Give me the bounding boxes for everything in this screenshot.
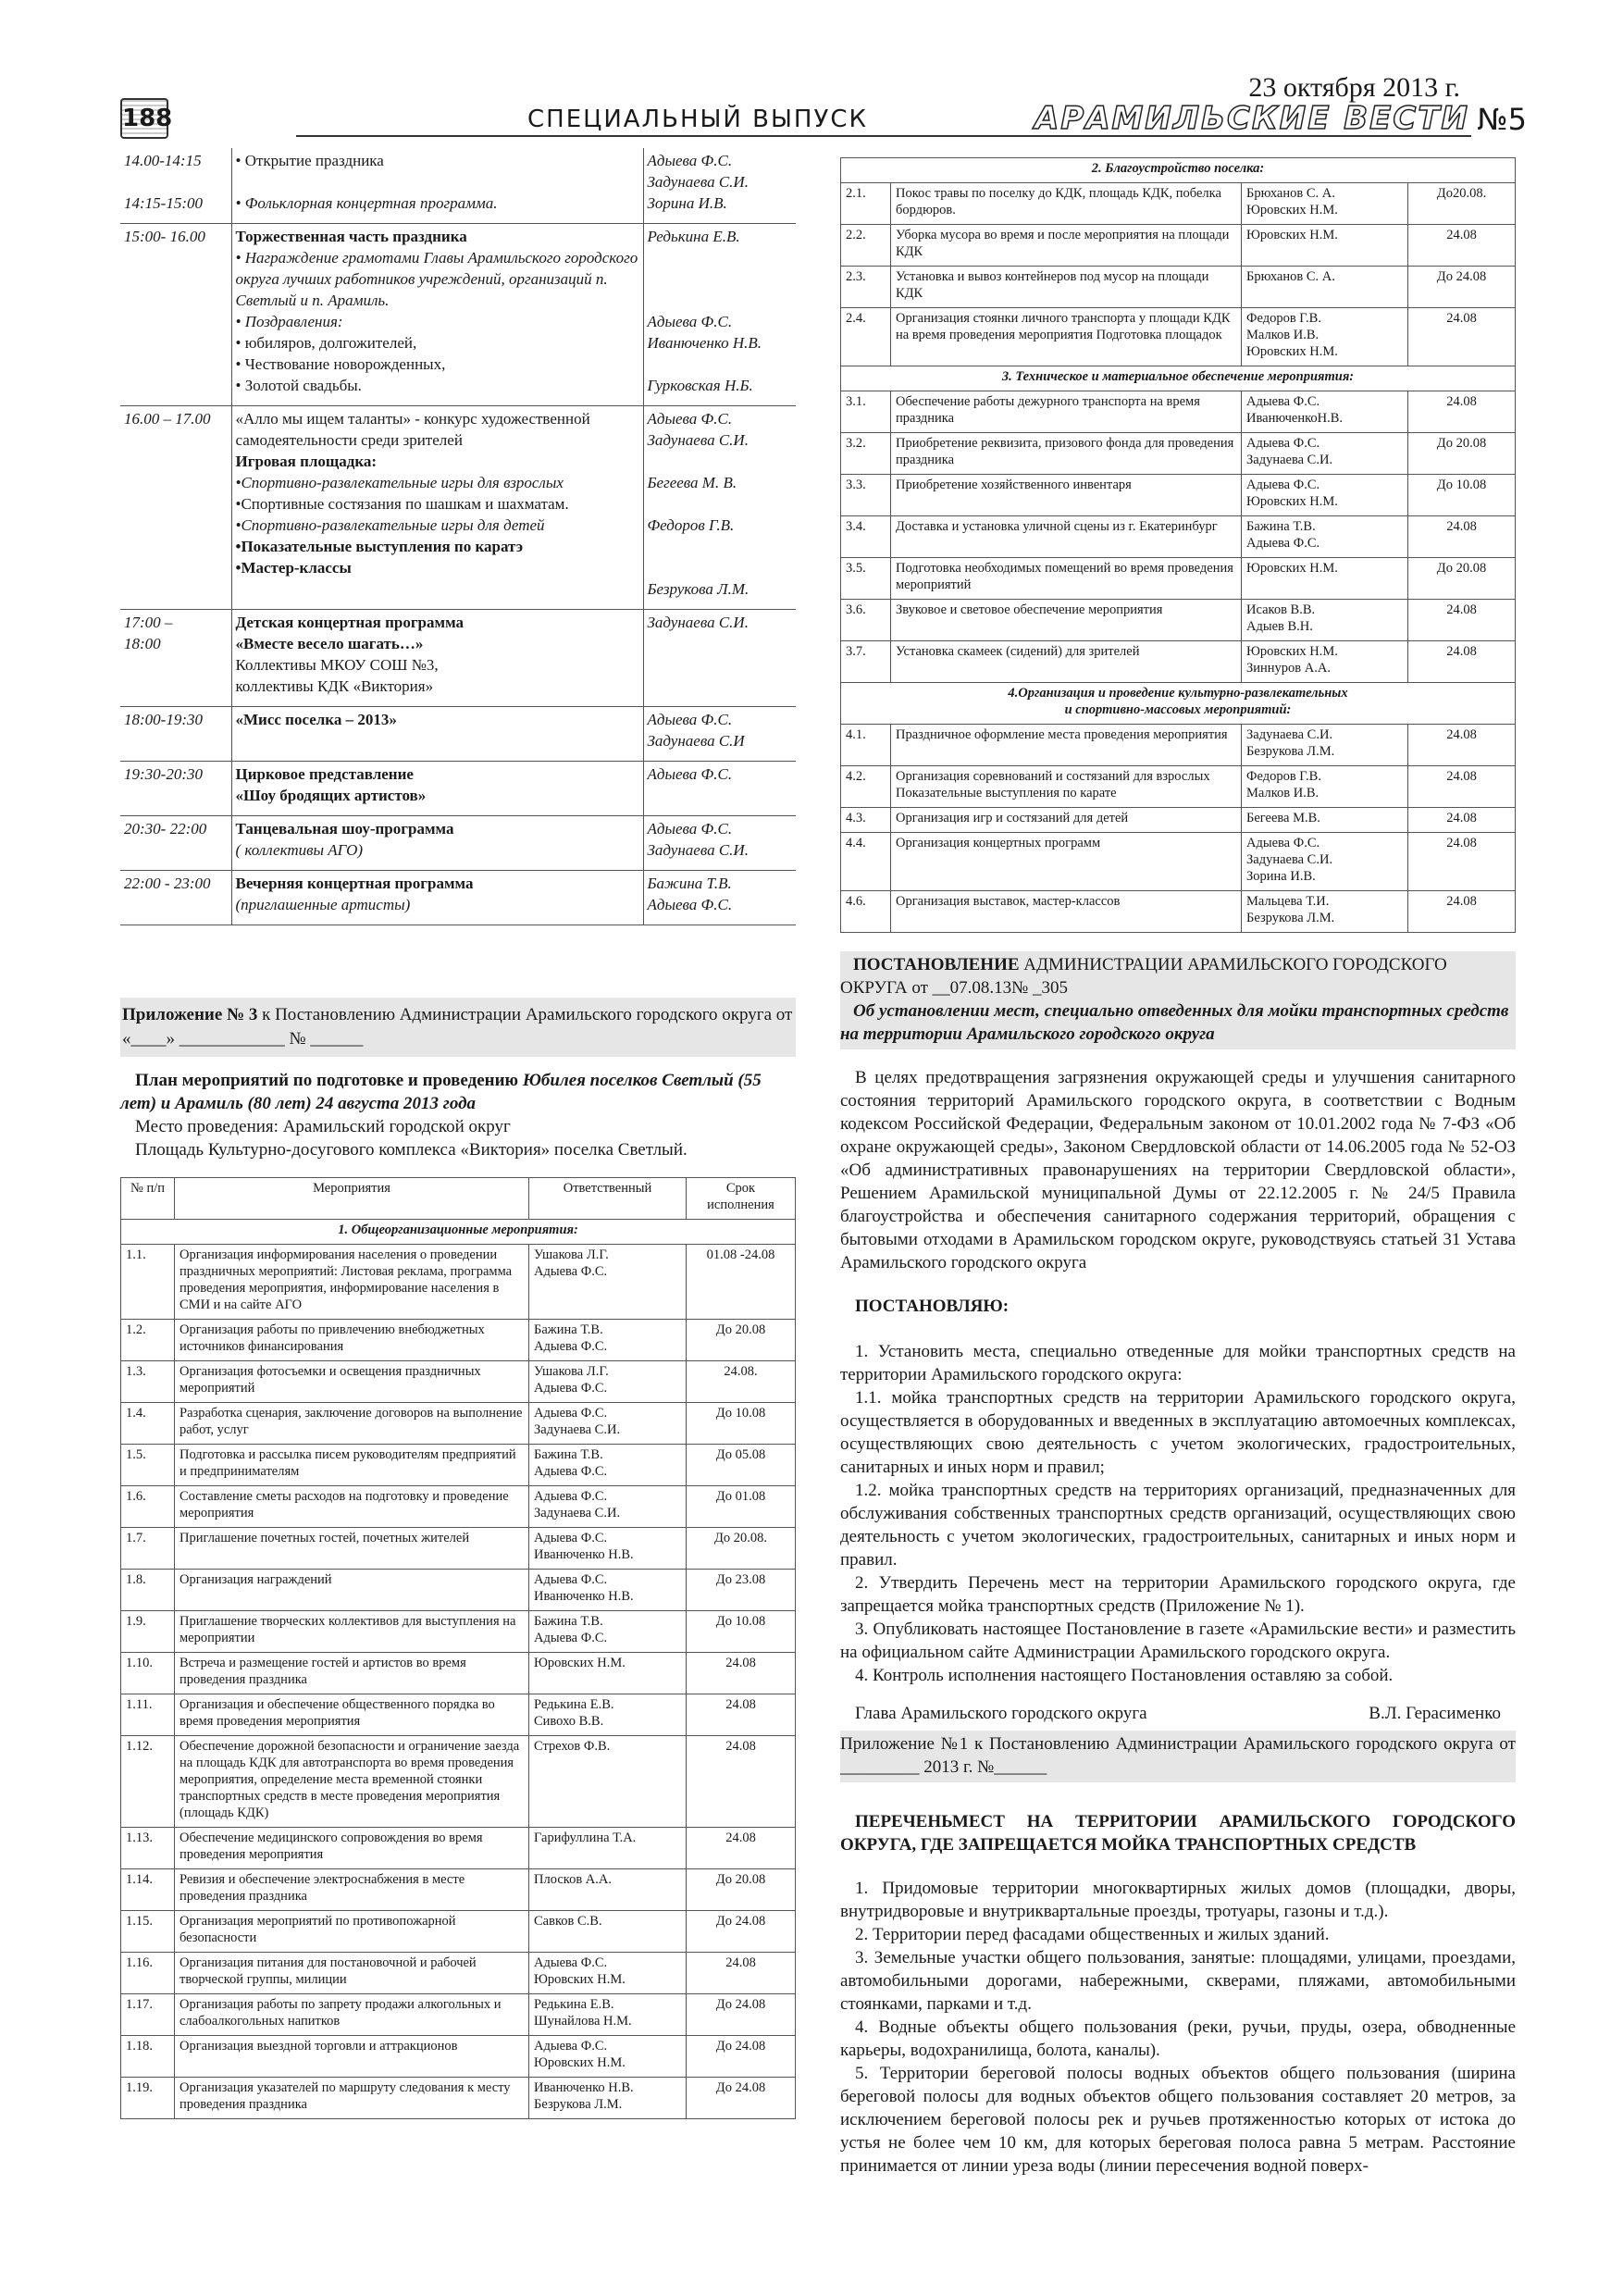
decree-word: ПОСТАНОВЛЯЮ:: [855, 1297, 1010, 1316]
schedule-responsible: Адыева Ф.С. Задунаева С.И: [643, 707, 796, 762]
activity-line: •Спортивно-развлекательные игры для детей: [235, 516, 545, 534]
table-row: [121, 1320, 796, 1361]
row-deadline: 24.08: [1408, 891, 1516, 933]
activity-line: ( коллективы АГО): [235, 841, 364, 859]
activity-line: • Награждение грамотами Главы Арамильского городского округа лучших работников учреждений, организаций п. Светлый и п. Арамиль.: [235, 249, 638, 309]
row-responsible: Адыева Ф.С. Юровских Н.М.: [529, 2036, 687, 2078]
plan-area: Площадь Культурно-досугового комплекса «Виктория» поселка Светлый.: [135, 1140, 688, 1160]
table-row: [121, 1653, 796, 1694]
table-row: [121, 1911, 796, 1953]
row-number: 2.1.: [841, 183, 891, 225]
row-event: Организация работы по привлечению внебюджетных источников финансирования: [175, 1320, 529, 1361]
row-deadline: До 01.08: [687, 1486, 796, 1528]
decree-body: [840, 1066, 1516, 2178]
row-responsible: Савков С.В.: [529, 1911, 687, 1953]
row-event: Разработка сценария, заключение договоров на выполнение работ, услуг: [175, 1403, 529, 1445]
row-deadline: 24.08: [1408, 641, 1516, 683]
row-responsible: Адыева Ф.С. Задунаева С.И.: [1242, 433, 1408, 475]
row-responsible: Плосков А.А.: [529, 1869, 687, 1911]
row-deadline: До 24.08: [687, 1994, 796, 2036]
row-event: Организация выставок, мастер-классов: [891, 891, 1242, 933]
activity-line: «Мисс поселка – 2013»: [235, 711, 397, 728]
section-title: 2. Благоустройство поселка:: [841, 158, 1516, 183]
row-event: Установка скамеек (сидений) для зрителей: [891, 641, 1242, 683]
schedule-activity: [231, 762, 643, 816]
row-event: Организация стоянки личного транспорта у площади КДК на время проведения мероприятия Подготовка площадок: [891, 308, 1242, 366]
row-event: Организация указателей по маршруту следования к месту проведения праздника: [175, 2078, 529, 2119]
schedule-row: [120, 871, 796, 925]
plan-title: План мероприятий по подготовке и проведению Юбилея поселков Светлый (55 лет) и Арамиль (80 лет) 24 августа 2013 года: [120, 1071, 762, 1113]
schedule-row: [120, 816, 796, 871]
table-row: [121, 1361, 796, 1403]
activity-line: • Открытие праздника: [235, 152, 384, 169]
row-deadline: 24.08: [687, 1694, 796, 1736]
row-deadline: До 24.08: [687, 2078, 796, 2119]
row-responsible: Адыева Ф.С. Иванюченко Н.В.: [529, 1528, 687, 1570]
table-row: [121, 1570, 796, 1611]
improvement-measures-table: [840, 157, 1516, 933]
row-number: 1.15.: [121, 1911, 175, 1953]
row-number: 3.1.: [841, 391, 891, 433]
row-number: 2.4.: [841, 308, 891, 366]
row-number: 2.3.: [841, 267, 891, 308]
row-responsible: Федоров Г.В. Малков И.В.: [1242, 766, 1408, 808]
row-deadline: 24.08: [1408, 308, 1516, 366]
table-row: [841, 183, 1516, 225]
row-event: Звуковое и световое обеспечение мероприятия: [891, 600, 1242, 641]
list-item: 1. Придомовые территории многоквартирных жилых домов (площадки, дворы, внутридворовые и внутриквартальные проезды, тротуары, газоны и т.д.).: [840, 1879, 1516, 1921]
row-deadline: До 23.08: [687, 1570, 796, 1611]
row-event: Приобретение реквизита, призового фонда для проведения праздника: [891, 433, 1242, 475]
row-deadline: До 05.08: [687, 1445, 796, 1486]
schedule-row: [120, 762, 796, 816]
col-deadline: Срок исполнения: [687, 1178, 796, 1220]
prohibited-places-list: [840, 1877, 1516, 2178]
schedule-responsible: Редькина Е.В. Адыева Ф.С. Иванюченко Н.В. Гурковская Н.Б.: [643, 224, 796, 406]
row-responsible: Бажина Т.В. Адыева Ф.С.: [529, 1445, 687, 1486]
plan-heading: [120, 1069, 796, 1161]
row-responsible: Редькина Е.В. Сивохо В.В.: [529, 1694, 687, 1736]
row-number: 1.6.: [121, 1486, 175, 1528]
row-number: 1.1.: [121, 1245, 175, 1320]
row-deadline: 24.08: [1408, 225, 1516, 267]
table-row: [121, 1245, 796, 1320]
row-responsible: Адыева Ф.С. ИванюченкоН.В.: [1242, 391, 1408, 433]
list-title: ПЕРЕЧЕНЬМЕСТ НА ТЕРРИТОРИИ АРАМИЛЬСКОГО ГОРОДСКОГО ОКРУГА, ГДЕ ЗАПРЕЩАЕТСЯ МОЙКА ТРАНСПОРТНЫХ СРЕДСТВ: [840, 1812, 1516, 1855]
row-deadline: До 20.08: [687, 1320, 796, 1361]
row-responsible: Бегеева М.В.: [1242, 808, 1408, 833]
row-deadline: 24.08: [1408, 600, 1516, 641]
row-deadline: До20.08.: [1408, 183, 1516, 225]
row-responsible: Мальцева Т.И. Безрукова Л.М.: [1242, 891, 1408, 933]
decree-item: 1. Установить места, специально отведенные для мойки транспортных средств на территории Арамильского городского округа:: [840, 1342, 1516, 1384]
row-deadline: 24.08: [1408, 808, 1516, 833]
decree-items: [840, 1340, 1516, 1687]
row-responsible: Бажина Т.В. Адыева Ф.С.: [1242, 516, 1408, 558]
row-number: 1.9.: [121, 1611, 175, 1653]
section-title: СПЕЦИАЛЬНЫЙ ВЫПУСК: [527, 105, 868, 133]
row-event: Организация игр и состязаний для детей: [891, 808, 1242, 833]
page-header: [120, 72, 1527, 139]
row-number: 1.5.: [121, 1445, 175, 1486]
schedule-activity: [231, 610, 643, 707]
table-row: [841, 475, 1516, 516]
row-number: 3.7.: [841, 641, 891, 683]
activity-line: Вечерняя концертная программа: [235, 875, 474, 892]
row-responsible: Адыева Ф.С. Задунаева С.И.: [529, 1486, 687, 1528]
row-number: 1.7.: [121, 1528, 175, 1570]
decree-item: 2. Утвердить Перечень мест на территории Арамильского городского округа, где запрещается мойка транспортных средств (Приложение № 1).: [840, 1573, 1516, 1616]
table-row: [841, 516, 1516, 558]
table-row: [121, 1486, 796, 1528]
row-number: 1.14.: [121, 1869, 175, 1911]
col-event: Мероприятия: [175, 1178, 529, 1220]
schedule-responsible: Адыева Ф.С.: [643, 762, 796, 816]
activity-line: • Фольклорная концертная программа.: [235, 194, 498, 212]
row-number: 3.3.: [841, 475, 891, 516]
row-number: 4.1.: [841, 725, 891, 766]
table-section-row: [841, 366, 1516, 391]
general-measures-table: [120, 1177, 796, 2119]
activity-line: • Поздравления:: [235, 313, 343, 330]
activity-line: «Вместе весело шагать…»: [235, 635, 424, 652]
row-event: Обеспечение дорожной безопасности и ограничение заезда на площадь КДК для автотранспорта во время проведения мероприятия, определение места временной стоянки транспортных средств в месте проведения мероприятия (площадь КДК): [175, 1736, 529, 1828]
table-row: [841, 391, 1516, 433]
row-number: 1.16.: [121, 1953, 175, 1994]
row-deadline: До 10.08: [1408, 475, 1516, 516]
row-deadline: 24.08: [687, 1653, 796, 1694]
table-row: [121, 1953, 796, 1994]
row-event: Организация мероприятий по противопожарной безопасности: [175, 1911, 529, 1953]
row-responsible: Адыева Ф.С. Иванюченко Н.В.: [529, 1570, 687, 1611]
schedule-row: [120, 610, 796, 707]
activity-line: • Чествование новорожденных,: [235, 355, 446, 373]
table-row: [841, 641, 1516, 683]
row-number: 1.17.: [121, 1994, 175, 2036]
table-row: [121, 1611, 796, 1653]
table-row: [121, 2036, 796, 2078]
table-section-row: [841, 158, 1516, 183]
plan-place: Место проведения: Арамильский городской округ: [135, 1117, 511, 1136]
schedule-time: 20:30- 22:00: [120, 816, 231, 871]
table-row: [121, 1736, 796, 1828]
row-event: Приобретение хозяйственного инвентаря: [891, 475, 1242, 516]
row-number: 1.11.: [121, 1694, 175, 1736]
activity-line: коллективы КДК «Виктория»: [235, 677, 434, 695]
row-deadline: 24.08: [1408, 516, 1516, 558]
activity-line: Детская концертная программа: [235, 614, 465, 631]
row-event: Организация соревнований и состязаний для взрослых Показательные выступления по карате: [891, 766, 1242, 808]
row-number: 1.19.: [121, 2078, 175, 2119]
row-number: 1.8.: [121, 1570, 175, 1611]
schedule-activity: [231, 707, 643, 762]
activity-line: Коллективы МКОУ СОШ №3,: [235, 656, 439, 674]
row-deadline: 24.08.: [687, 1361, 796, 1403]
appendix-3-note: Приложение № 3 к Постановлению Администрации Арамильского городского округа от «____» ____________ № ______: [120, 998, 796, 1057]
row-deadline: До 24.08: [687, 2036, 796, 2078]
row-event: Доставка и установка уличной сцены из г. Екатеринбург: [891, 516, 1242, 558]
row-responsible: Ушакова Л.Г. Адыева Ф.С.: [529, 1361, 687, 1403]
schedule-responsible: Бажина Т.В. Адыева Ф.С.: [643, 871, 796, 925]
activity-line: •Спортивные состязания по шашкам и шахматам.: [235, 495, 569, 513]
row-event: Установка и вывоз контейнеров под мусор на площади КДК: [891, 267, 1242, 308]
activity-line: «Шоу бродящих артистов»: [235, 787, 427, 804]
col-number: № п/п: [121, 1178, 175, 1220]
table-row: [841, 833, 1516, 891]
activity-line: •Спортивно-развлекательные игры для взрослых: [235, 474, 564, 491]
row-responsible: Редькина Е.В. Шунайлова Н.М.: [529, 1994, 687, 2036]
row-deadline: 24.08: [1408, 766, 1516, 808]
row-event: Покос травы по поселку до КДК, площадь КДК, побелка бордюров.: [891, 183, 1242, 225]
row-number: 1.10.: [121, 1653, 175, 1694]
activity-line: [236, 171, 639, 192]
list-item: 2. Территории перед фасадами общественных и жилых зданий.: [855, 1925, 1330, 1944]
row-event: Встреча и размещение гостей и артистов во время проведения праздника: [175, 1653, 529, 1694]
row-number: 1.2.: [121, 1320, 175, 1361]
table-row: [841, 725, 1516, 766]
table-row: [121, 1828, 796, 1869]
schedule-time: 14.00-14:15 14:15-15:00: [120, 148, 231, 224]
row-event: Приглашение творческих коллективов для выступления на мероприятии: [175, 1611, 529, 1653]
activity-line: •Показательные выступления по каратэ: [235, 538, 524, 555]
table-row: [841, 891, 1516, 933]
schedule-time: 15:00- 16.00: [120, 224, 231, 406]
row-responsible: Адыева Ф.С. Юровских Н.М.: [529, 1953, 687, 1994]
row-responsible: Юровских Н.М.: [1242, 225, 1408, 267]
table-row: [841, 267, 1516, 308]
col-responsible: Ответственный: [529, 1178, 687, 1220]
row-responsible: Адыева Ф.С. Задунаева С.И.: [529, 1403, 687, 1445]
row-number: 1.3.: [121, 1361, 175, 1403]
row-responsible: Ушакова Л.Г. Адыева Ф.С.: [529, 1245, 687, 1320]
schedule-activity: [231, 148, 643, 224]
signature: Глава Арамильского городского округа В.Л. Герасименко: [855, 1704, 1501, 1723]
table-row: [121, 2078, 796, 2119]
row-event: Организация работы по запрету продажи алкогольных и слабоалкогольных напитков: [175, 1994, 529, 2036]
row-responsible: Адыева Ф.С. Юровских Н.М.: [1242, 475, 1408, 516]
activity-line: •Мастер-классы: [235, 559, 352, 577]
schedule-row: [120, 224, 796, 406]
header-rule: [296, 135, 1471, 137]
schedule-responsible: Задунаева С.И.: [643, 610, 796, 707]
row-event: Организация награждений: [175, 1570, 529, 1611]
table-row: [121, 1869, 796, 1911]
row-responsible: Гарифуллина Т.А.: [529, 1828, 687, 1869]
row-event: Организация и обеспечение общественного порядка во время проведения мероприятия: [175, 1694, 529, 1736]
row-responsible: Брюханов С. А.: [1242, 267, 1408, 308]
list-item: 5. Территории береговой полосы водных объектов общего пользования (ширина береговой полосы для водных объектов общего пользования составляет 20 метров, за исключением береговой полосы рек и ручьев протяженностью которых от истока до устья не более чем 10 км, для которых береговая полоса равна 5 метрам. Расстояние принимается от линии уреза воды (линии пересечения водной поверх-: [840, 2064, 1516, 2176]
table-row: [841, 766, 1516, 808]
table-row: [121, 1445, 796, 1486]
event-schedule-table: [120, 148, 796, 925]
row-deadline: До 20.08: [1408, 558, 1516, 600]
schedule-time: 22:00 - 23:00: [120, 871, 231, 925]
row-number: 1.13.: [121, 1828, 175, 1869]
row-deadline: До 24.08: [1408, 267, 1516, 308]
newspaper-logo: АРАМИЛЬСКИЕ ВЕСТИ: [1035, 100, 1469, 137]
row-deadline: 24.08: [687, 1828, 796, 1869]
row-deadline: До 10.08: [687, 1403, 796, 1445]
table-row: [841, 558, 1516, 600]
schedule-row: [120, 707, 796, 762]
row-deadline: 24.08: [1408, 725, 1516, 766]
row-responsible: Исаков В.В. Адыев В.Н.: [1242, 600, 1408, 641]
row-number: 3.6.: [841, 600, 891, 641]
row-event: Составление сметы расходов на подготовку и проведение мероприятия: [175, 1486, 529, 1528]
table-row: [841, 808, 1516, 833]
row-responsible: Бажина Т.В. Адыева Ф.С.: [529, 1611, 687, 1653]
row-event: Организация фотосъемки и освещения праздничных мероприятий: [175, 1361, 529, 1403]
table-row: [121, 1994, 796, 2036]
section-title: 4.Организация и проведение культурно-развлекательных и спортивно-массовых мероприятий:: [841, 683, 1516, 725]
table-row: [121, 1403, 796, 1445]
issue-date: 23 октября 2013 г.: [1248, 72, 1460, 103]
activity-line: Цирковое представление: [235, 765, 414, 783]
row-number: 1.4.: [121, 1403, 175, 1445]
activity-line: • юбиляров, долгожителей,: [235, 334, 417, 352]
row-number: 3.4.: [841, 516, 891, 558]
row-event: Организация питания для постановочной и рабочей творческой группы, милиции: [175, 1953, 529, 1994]
section-title: 3. Техническое и материальное обеспечение мероприятия:: [841, 366, 1516, 391]
decree-intro: В целях предотвращения загрязнения окружающей среды и улучшения санитарного состояния территорий Арамильского городского округа, в соответствии с Водным кодексом Российской Федерации, Федеральным законом от 10.01.2002 года № 7-ФЗ «Об охране окружающей среды», Законом Свердловской области от 14.06.2005 года № 52-ОЗ «Об административных правонарушениях на территории Свердловской области», Решением Арамильской муниципальной Думы от 22.12.2005 г. № 24/5 Правила благоустройства и обеспечения санитарного содержания территорий, обращения с бытовыми отходами в Арамильском городском округе, руководствуясь статьей 31 Устава Арамильского городского округа: [840, 1068, 1516, 1272]
row-number: 4.3.: [841, 808, 891, 833]
row-event: Подготовка и рассылка писем руководителям предприятий и предпринимателям: [175, 1445, 529, 1486]
row-deadline: До 20.08.: [687, 1528, 796, 1570]
issue-number: №5: [1477, 102, 1527, 137]
activity-line: Торжественная часть праздника: [235, 228, 467, 245]
schedule-row: [120, 148, 796, 224]
row-number: 3.5.: [841, 558, 891, 600]
decree-item: 4. Контроль исполнения настоящего Постановления оставляю за собой.: [855, 1666, 1394, 1685]
row-deadline: 24.08: [687, 1736, 796, 1828]
row-deadline: До 20.08: [687, 1869, 796, 1911]
row-number: 4.4.: [841, 833, 891, 891]
row-number: 1.18.: [121, 2036, 175, 2078]
schedule-activity: [231, 406, 643, 610]
row-responsible: Брюханов С. А. Юровских Н.М.: [1242, 183, 1408, 225]
row-deadline: 24.08: [687, 1953, 796, 1994]
decree-item: 1.1. мойка транспортных средств на территории Арамильского городского округа, осуществляется в оборудованных и введенных в эксплуатацию автомоечных комплексах, осуществляющих свою деятельность с учетом экологических, градостроительных, санитарных и иных норм и правил;: [840, 1388, 1516, 1477]
list-item: 4. Водные объекты общего пользования (реки, ручьи, пруды, озера, обводненные карьеры, водохранилища, болота, каналы).: [840, 2017, 1516, 2060]
schedule-time: 18:00-19:30: [120, 707, 231, 762]
row-event: Организация выездной торговли и аттракционов: [175, 2036, 529, 2078]
row-number: 4.2.: [841, 766, 891, 808]
schedule-activity: [231, 224, 643, 406]
row-responsible: Юровских Н.М.: [529, 1653, 687, 1694]
schedule-time: 17:00 – 18:00: [120, 610, 231, 707]
table-row: [841, 600, 1516, 641]
row-deadline: 24.08: [1408, 833, 1516, 891]
row-deadline: 24.08: [1408, 391, 1516, 433]
row-responsible: Юровских Н.М.: [1242, 558, 1408, 600]
row-deadline: До 20.08: [1408, 433, 1516, 475]
row-event: Организация информирования населения о проведении праздничных мероприятий: Листовая реклама, программа проведения мероприятия, информирование населения в СМИ и на сайте АГО: [175, 1245, 529, 1320]
row-responsible: Адыева Ф.С. Задунаева С.И. Зорина И.В.: [1242, 833, 1408, 891]
row-responsible: Задунаева С.И. Безрукова Л.М.: [1242, 725, 1408, 766]
activity-line: Танцевальная шоу-программа: [235, 820, 454, 838]
row-number: 4.6.: [841, 891, 891, 933]
row-event: Ревизия и обеспечение электроснабжения в месте проведения праздника: [175, 1869, 529, 1911]
row-number: 2.2.: [841, 225, 891, 267]
row-event: Организация концертных программ: [891, 833, 1242, 891]
appendix-1-note: Приложение №1 к Постановлению Администрации Арамильского городского округа от _________ 2013 г. №______: [840, 1731, 1516, 1782]
list-item: 3. Земельные участки общего пользования, занятые: площадями, улицами, проездами, автомобильными дорогами, набережными, скверами, пляжами, автомобильными стоянками, парками и т.д.: [840, 1948, 1516, 2014]
table-section-row: [841, 683, 1516, 725]
row-responsible: Стрехов Ф.В.: [529, 1736, 687, 1828]
decree-item: 3. Опубликовать настоящее Постановление в газете «Арамильские вести» и разместить на официальном сайте Администрации Арамильского городского округа.: [840, 1620, 1516, 1662]
page-number: 188: [120, 98, 168, 139]
row-event: Приглашение почетных гостей, почетных жителей: [175, 1528, 529, 1570]
row-deadline: 01.08 -24.08: [687, 1245, 796, 1320]
schedule-responsible: Адыева Ф.С. Задунаева С.И. Зорина И.В.: [643, 148, 796, 224]
decree-heading: ПОСТАНОВЛЕНИЕ АДМИНИСТРАЦИИ АРАМИЛЬСКОГО ГОРОДСКОГО ОКРУГА от __07.08.13№ _305 Об установлении мест, специально отведенных для мойки транспортных средств на территории Арамильского городского округа: [840, 951, 1516, 1049]
row-responsible: Федоров Г.В. Малков И.В. Юровских Н.М.: [1242, 308, 1408, 366]
row-responsible: Юровских Н.М. Зиннуров А.А.: [1242, 641, 1408, 683]
schedule-activity: [231, 871, 643, 925]
schedule-responsible: Адыева Ф.С. Задунаева С.И. Бегеева М. В. Федоров Г.В. Безрукова Л.М.: [643, 406, 796, 610]
schedule-row: [120, 406, 796, 610]
table-row: [841, 433, 1516, 475]
row-number: 1.12.: [121, 1736, 175, 1828]
table-row: [841, 308, 1516, 366]
row-event: Обеспечение работы дежурного транспорта на время праздника: [891, 391, 1242, 433]
row-number: 3.2.: [841, 433, 891, 475]
schedule-activity: [231, 816, 643, 871]
table-row: [121, 1528, 796, 1570]
decree-item: 1.2. мойка транспортных средств на территориях организаций, предназначенных для обслуживания собственных транспортных средств организаций, осуществляющих свою деятельность с учетом экологических, градостроительных, санитарных и иных норм и правил.: [840, 1481, 1516, 1570]
row-responsible: Иванюченко Н.В. Безрукова Л.М.: [529, 2078, 687, 2119]
row-responsible: Бажина Т.В. Адыева Ф.С.: [529, 1320, 687, 1361]
row-event: Обеспечение медицинского сопровождения во время проведения мероприятия: [175, 1828, 529, 1869]
activity-line: • Золотой свадьбы.: [235, 377, 362, 394]
schedule-time: 16.00 – 17.00: [120, 406, 231, 610]
table-row: [121, 1694, 796, 1736]
row-deadline: До 10.08: [687, 1611, 796, 1653]
row-deadline: До 24.08: [687, 1911, 796, 1953]
table-row: [841, 225, 1516, 267]
row-event: Праздничное оформление места проведения мероприятия: [891, 725, 1242, 766]
schedule-time: 19:30-20:30: [120, 762, 231, 816]
schedule-responsible: Адыева Ф.С. Задунаева С.И.: [643, 816, 796, 871]
section-title: 1. Общеорганизационные мероприятия:: [121, 1220, 796, 1245]
activity-line: (приглашенные артисты): [235, 896, 411, 913]
decree-subtitle: Об установлении мест, специально отведенных для мойки транспортных средств на территории Арамильского городского округа: [840, 1001, 1509, 1044]
row-event: Уборка мусора во время и после мероприятия на площади КДК: [891, 225, 1242, 267]
table-section-row: [121, 1220, 796, 1245]
activity-line: Игровая площадка:: [235, 453, 378, 470]
activity-line: «Алло мы ищем таланты» - конкурс художественной самодеятельности среди зрителей: [235, 410, 590, 449]
row-event: Подготовка необходимых помещений во время проведения мероприятий: [891, 558, 1242, 600]
